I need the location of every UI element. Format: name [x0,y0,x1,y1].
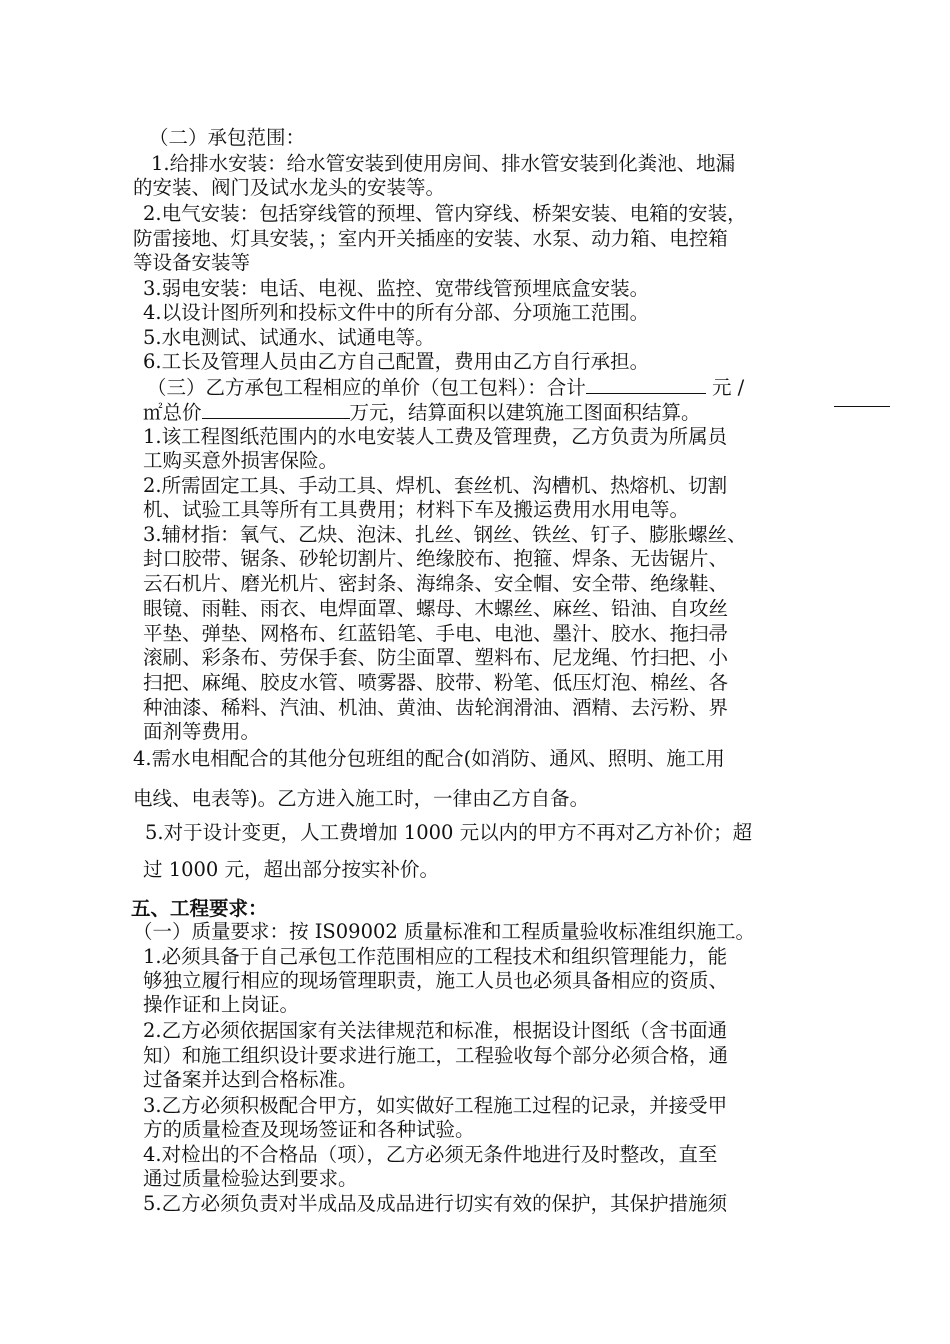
text-line: 4.以设计图所列和投标文件中的所有分部、分项施工范围。 [143,301,650,324]
text-line: 平垫、弹垫、网格布、红蓝铅笔、手电、电池、墨汁、胶水、拖扫帚 [143,622,729,645]
text-line: 操作证和上岗证。 [143,993,300,1016]
text-line: 5.乙方必须负责对半成品及成品进行切实有效的保护，其保护措施须 [143,1192,728,1215]
total-price-line [143,400,701,425]
text-line: （一）质量要求：按 IS09002 质量标准和工程质量验收标准组织施工。 [133,920,755,943]
total-blank [202,400,350,419]
text-line: 面剂等费用。 [143,720,261,743]
text-line: 通过质量检验达到要求。 [143,1167,358,1190]
text-line: 2.所需固定工具、手动工具、焊机、套丝机、沟槽机、热熔机、切割 [143,474,728,497]
text-line: 种油漆、稀料、汽油、机油、黄油、齿轮润滑油、酒精、去污粉、界 [143,696,729,719]
text-line: 2.电气安装：包括穿线管的预埋、管内穿线、桥架安装、电箱的安装， [143,202,747,225]
text-line: 方的质量检查及现场签证和各种试验。 [143,1118,475,1141]
text-line: 封口胶带、锯条、砂轮切割片、绝缘胶布、抱箍、焊条、无齿锯片、 [143,547,729,570]
text-line: 机、试验工具等所有工具费用；材料下车及搬运费用水用电等。 [143,498,690,521]
text-line: 4.对检出的不合格品（项），乙方必须无条件地进行及时整改，直至 [143,1143,718,1166]
text-line: 的安装、阀门及试水龙头的安装等。 [133,176,446,199]
text-line: 1.该工程图纸范围内的水电安装人工费及管理费，乙方负责为所属员 [143,425,728,448]
text-line: 滚刷、彩条布、劳保手套、防尘面罩、塑料布、尼龙绳、竹扫把、小 [143,646,729,669]
text-line: 3.辅材指：氧气、乙炔、泡沫、扎丝、钢丝、铁丝、钉子、膨胀螺丝、 [143,523,747,546]
text-line: 5.对于设计变更，人工费增加 1000 元以内的甲方不再对乙方补价；超 [145,821,753,844]
price-line [147,375,744,400]
text-line: 6.工长及管理人员由乙方自己配置，费用由乙方自行承担。 [143,350,650,373]
text-line: 工购买意外损害保险。 [143,449,339,472]
text-line: 2.乙方必须依据国家有关法律规范和标准，根据设计图纸（含书面通 [143,1019,728,1042]
text-line: 4.需水电相配合的其他分包班组的配合(如消防、通风、照明、施工用 [133,747,725,770]
unit-label: 元 / [711,376,745,399]
text-line: 5.水电测试、试通水、试通电等。 [143,326,435,349]
price-label: （三）乙方承包工程相应的单价（包工包料）：合计 [147,376,586,399]
text-line: 够独立履行相应的现场管理职责，施工人员也必须具备相应的资质、 [143,969,729,992]
section-title: 五、工程要求： [131,897,268,920]
text-line: 3.弱电安装：电话、电视、监控、宽带线管预埋底盒安装。 [143,277,650,300]
amount-blank [586,375,706,394]
text-line: 过备案并达到合格标准。 [143,1068,358,1091]
text-line: 眼镜、雨鞋、雨衣、电焊面罩、螺母、木螺丝、麻丝、铅油、自攻丝 [143,597,729,620]
text-line: 防雷接地、灯具安装，；室内开关插座的安装、水泵、动力箱、电控箱 [133,227,728,250]
text-line: 知）和施工组织设计要求进行施工，工程验收每个部分必须合格，通 [143,1044,729,1067]
text-line: 电线、电表等)。乙方进入施工时，一律由乙方自备。 [133,787,590,810]
text-line: 云石机片、磨光机片、密封条、海绵条、安全帽、安全带、绝缘鞋、 [143,572,729,595]
text-line: 等设备安装等 [133,251,251,274]
margin-rule [834,406,890,407]
total-label: ㎡总价 [143,401,202,424]
section-heading: （二）承包范围： [149,126,306,149]
total-suffix: 万元，结算面积以建筑施工图面积结算。 [349,401,701,424]
text-line: 1.给排水安装：给水管安装到使用房间、排水管安装到化粪池、地漏 [151,152,736,175]
text-line: 过 1000 元，超出部分按实补价。 [143,858,440,881]
text-line: 扫把、麻绳、胶皮水管、喷雾器、胶带、粉笔、低压灯泡、棉丝、各 [143,671,729,694]
text-line: 1.必须具备于自己承包工作范围相应的工程技术和组织管理能力，能 [143,945,728,968]
text-line: 3.乙方必须积极配合甲方，如实做好工程施工过程的记录，并接受甲 [143,1094,728,1117]
